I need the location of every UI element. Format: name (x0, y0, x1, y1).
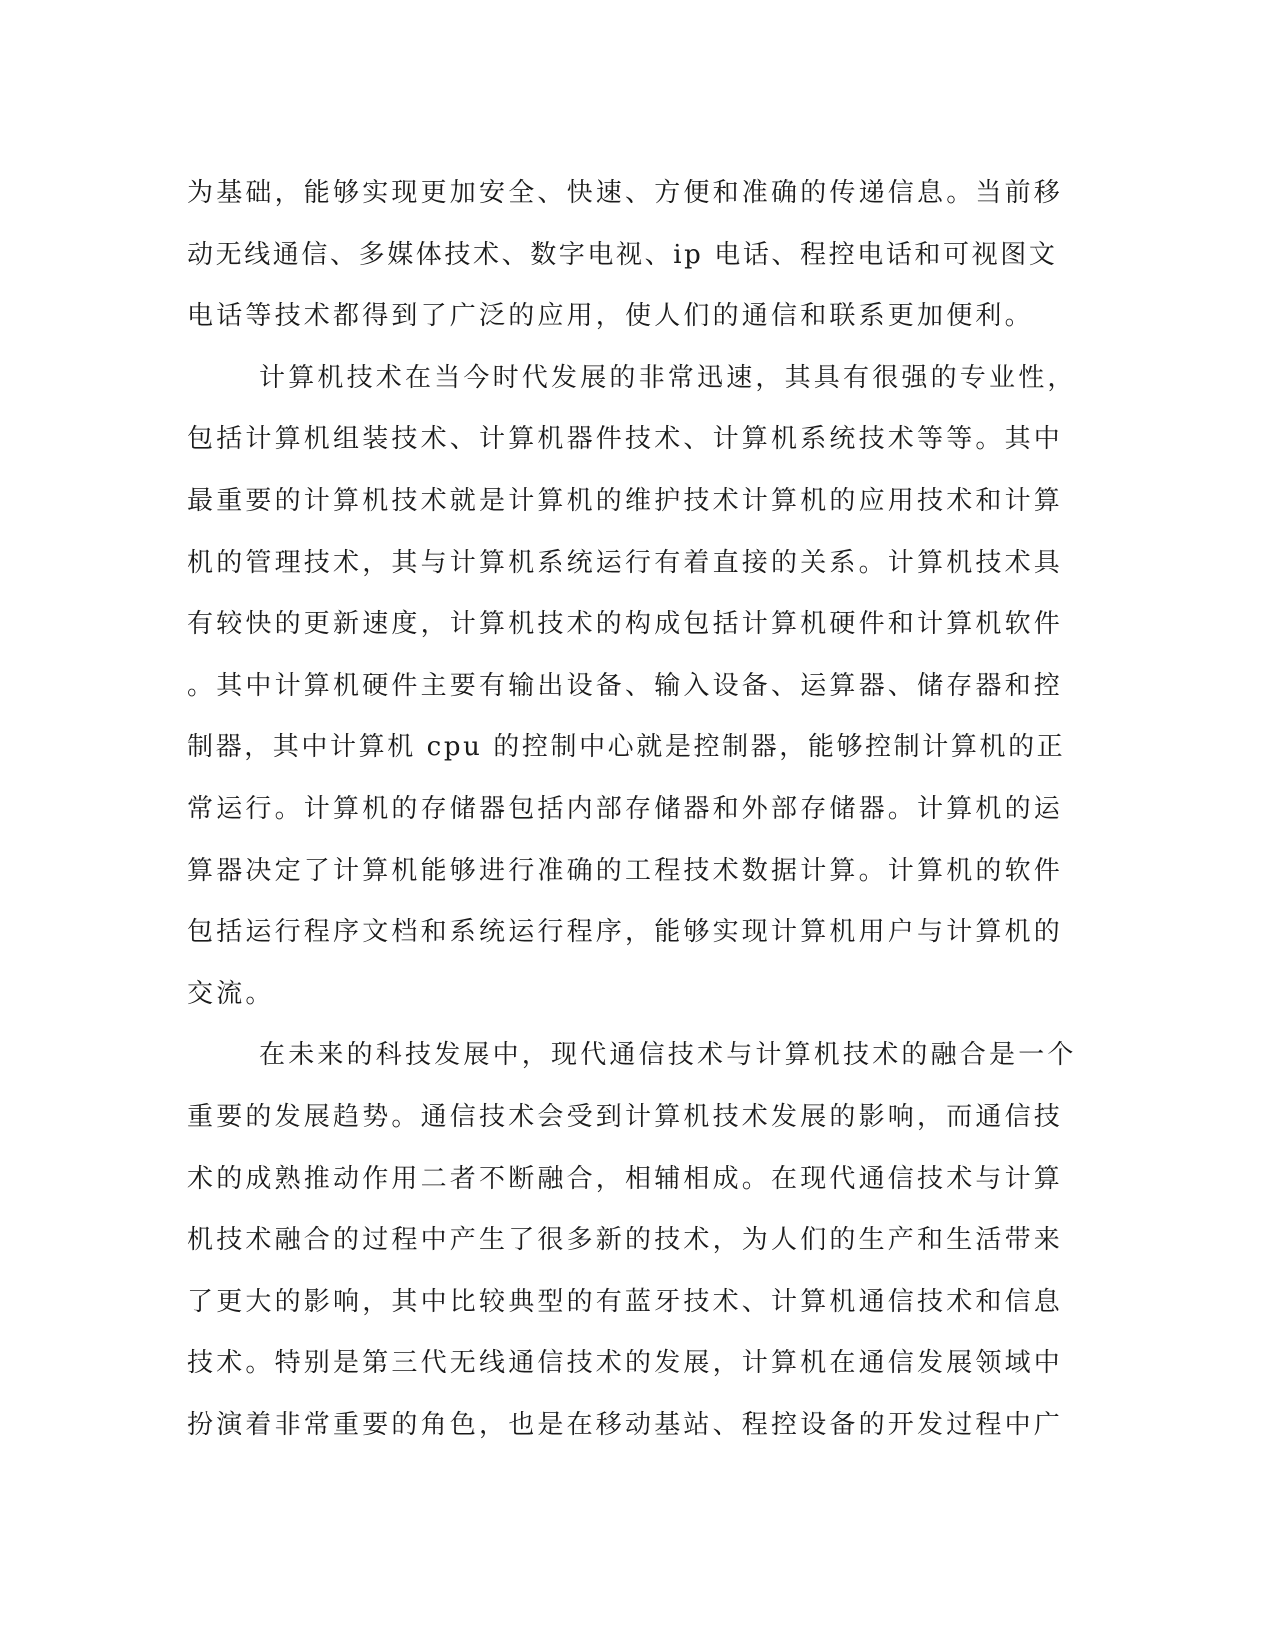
paragraph (187, 1025, 1077, 1456)
text-line: 。其中计算机硬件主要有输出设备、输入设备、运算器、储存器和控 (187, 670, 1064, 701)
text-line: 制器，其中计算机 cpu 的控制中心就是控制器，能够控制计算机的正 (187, 732, 1066, 763)
text-line: 重要的发展趋势。通信技术会受到计算机技术发展的影响，而通信技 (187, 1101, 1064, 1132)
text-line: 了更大的影响，其中比较典型的有蓝牙技术、计算机通信技术和信息 (187, 1286, 1064, 1317)
text-line: 包括运行程序文档和系统运行程序，能够实现计算机用户与计算机的 (187, 917, 1064, 948)
document-body (187, 163, 1077, 1456)
text-line: 机的管理技术，其与计算机系统运行有着直接的关系。计算机技术具 (187, 547, 1064, 578)
text-line: 最重要的计算机技术就是计算机的维护技术计算机的应用技术和计算 (187, 485, 1064, 516)
text-line: 术的成熟推动作用二者不断融合，相辅相成。在现代通信技术与计算 (187, 1163, 1064, 1194)
text-line: 为基础，能够实现更加安全、快速、方便和准确的传递信息。当前移 (187, 178, 1064, 208)
paragraph (187, 348, 1077, 1026)
text-line: 包括计算机组装技术、计算机器件技术、计算机系统技术等等。其中 (187, 424, 1064, 455)
text-line: 算器决定了计算机能够进行准确的工程技术数据计算。计算机的软件 (187, 855, 1064, 886)
text-line: 有较快的更新速度，计算机技术的构成包括计算机硬件和计算机软件 (187, 609, 1064, 640)
text-line: 技术。特别是第三代无线通信技术的发展，计算机在通信发展领域中 (187, 1348, 1064, 1379)
paragraph (187, 163, 1067, 348)
text-line: 动无线通信、多媒体技术、数字电视、ip 电话、程控电话和可视图文 (187, 239, 1058, 270)
text-line: 计算机技术在当今时代发展的非常迅速，其具有很强的专业性， (259, 362, 1077, 393)
text-line: 电话等技术都得到了广泛的应用，使人们的通信和联系更加便利。 (187, 301, 1034, 332)
text-line: 扮演着非常重要的角色，也是在移动基站、程控设备的开发过程中广 (187, 1409, 1064, 1440)
text-line: 交流。 (187, 978, 275, 1009)
text-line: 常运行。计算机的存储器包括内部存储器和外部存储器。计算机的运 (187, 793, 1064, 824)
text-line: 在未来的科技发展中，现代通信技术与计算机技术的融合是一个 (259, 1040, 1077, 1071)
text-line: 机技术融合的过程中产生了很多新的技术，为人们的生产和生活带来 (187, 1225, 1064, 1256)
